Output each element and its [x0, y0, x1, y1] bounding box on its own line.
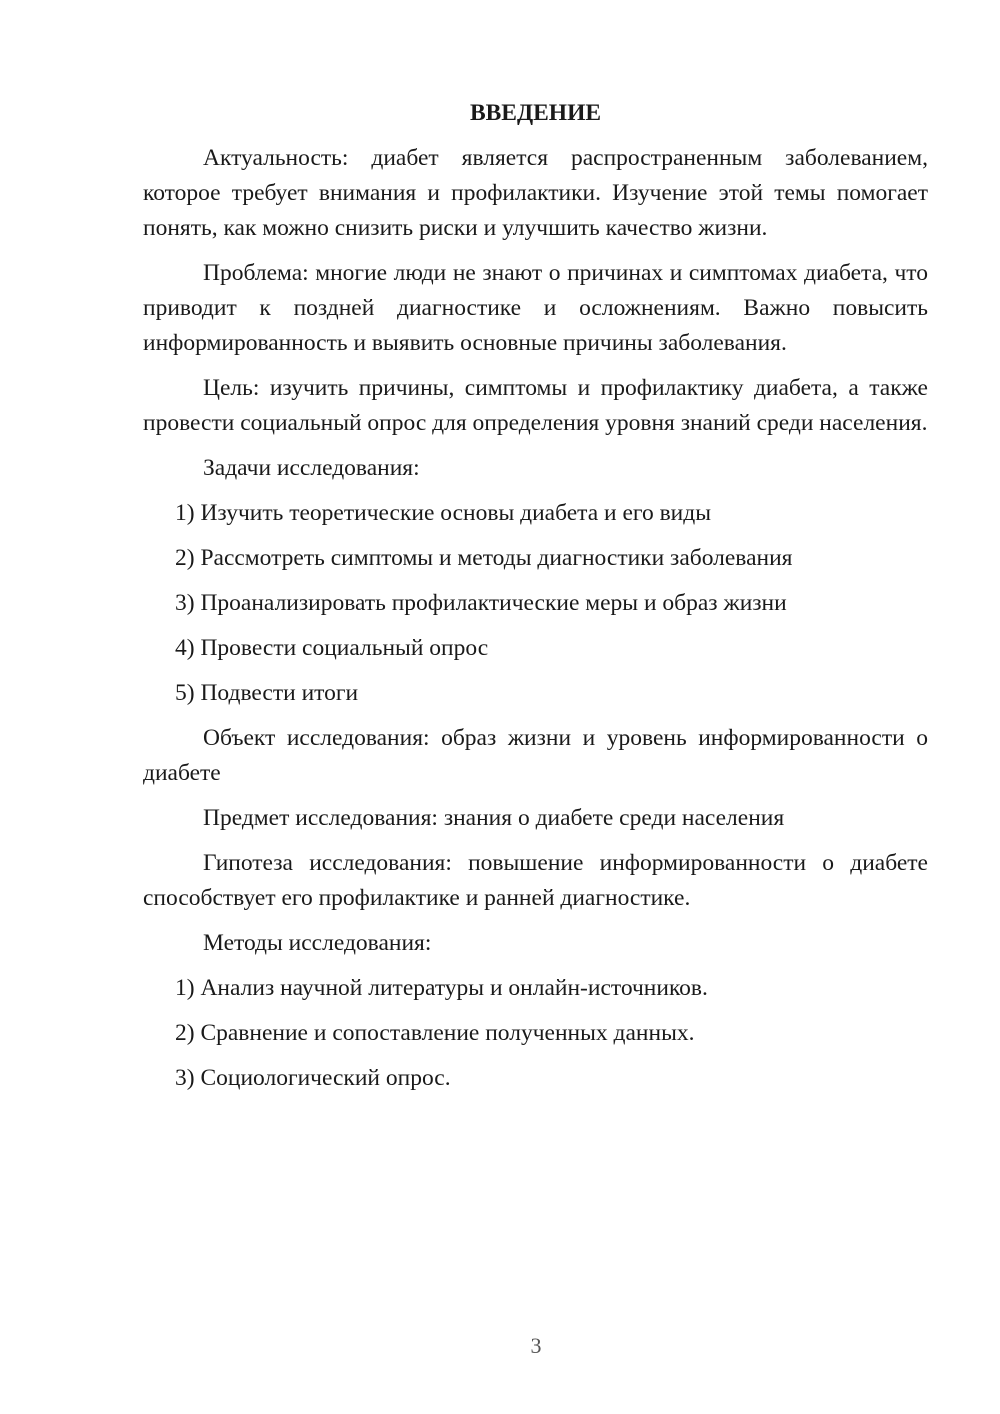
method-item: 2) Сравнение и сопоставление полученных данных.	[175, 1020, 695, 1046]
goal-paragraph: Цель: изучить причины, симптомы и профилактику диабета, а также провести социальный опрос для определения уровня знаний среди населения.	[143, 375, 928, 436]
page-content	[143, 96, 928, 1106]
task-item: 2) Рассмотреть симптомы и методы диагностики заболевания	[175, 545, 793, 571]
relevance-paragraph: Актуальность: диабет является распространенным заболеванием, которое требует внимания и профилактики. Изучение этой темы помогает понять, как можно снизить риски и улучшить качество жизни.	[143, 145, 928, 241]
task-item: 1) Изучить теоретические основы диабета и его виды	[175, 500, 711, 526]
task-item: 3) Проанализировать профилактические меры и образ жизни	[175, 590, 787, 616]
problem-paragraph: Проблема: многие люди не знают о причинах и симптомах диабета, что приводит к поздней диагностике и осложнениям. Важно повысить информированность и выявить основные причины заболевания.	[143, 260, 928, 356]
section-title: ВВЕДЕНИЕ	[469, 100, 602, 126]
page-number: 3	[530, 1333, 542, 1358]
methods-heading: Методы исследования:	[203, 930, 432, 956]
method-item: 1) Анализ научной литературы и онлайн-источников.	[175, 975, 708, 1001]
hypothesis-paragraph: Гипотеза исследования: повышение информированности о диабете способствует его профилактике и ранней диагностике.	[143, 850, 928, 911]
method-item: 3) Социологический опрос.	[175, 1065, 451, 1091]
tasks-heading: Задачи исследования:	[203, 455, 420, 481]
object-paragraph: Объект исследования: образ жизни и уровень информированности о диабете	[143, 725, 928, 786]
subject-paragraph: Предмет исследования: знания о диабете среди населения	[203, 805, 785, 831]
task-item: 4) Провести социальный опрос	[175, 635, 489, 661]
task-item: 5) Подвести итоги	[175, 680, 359, 706]
